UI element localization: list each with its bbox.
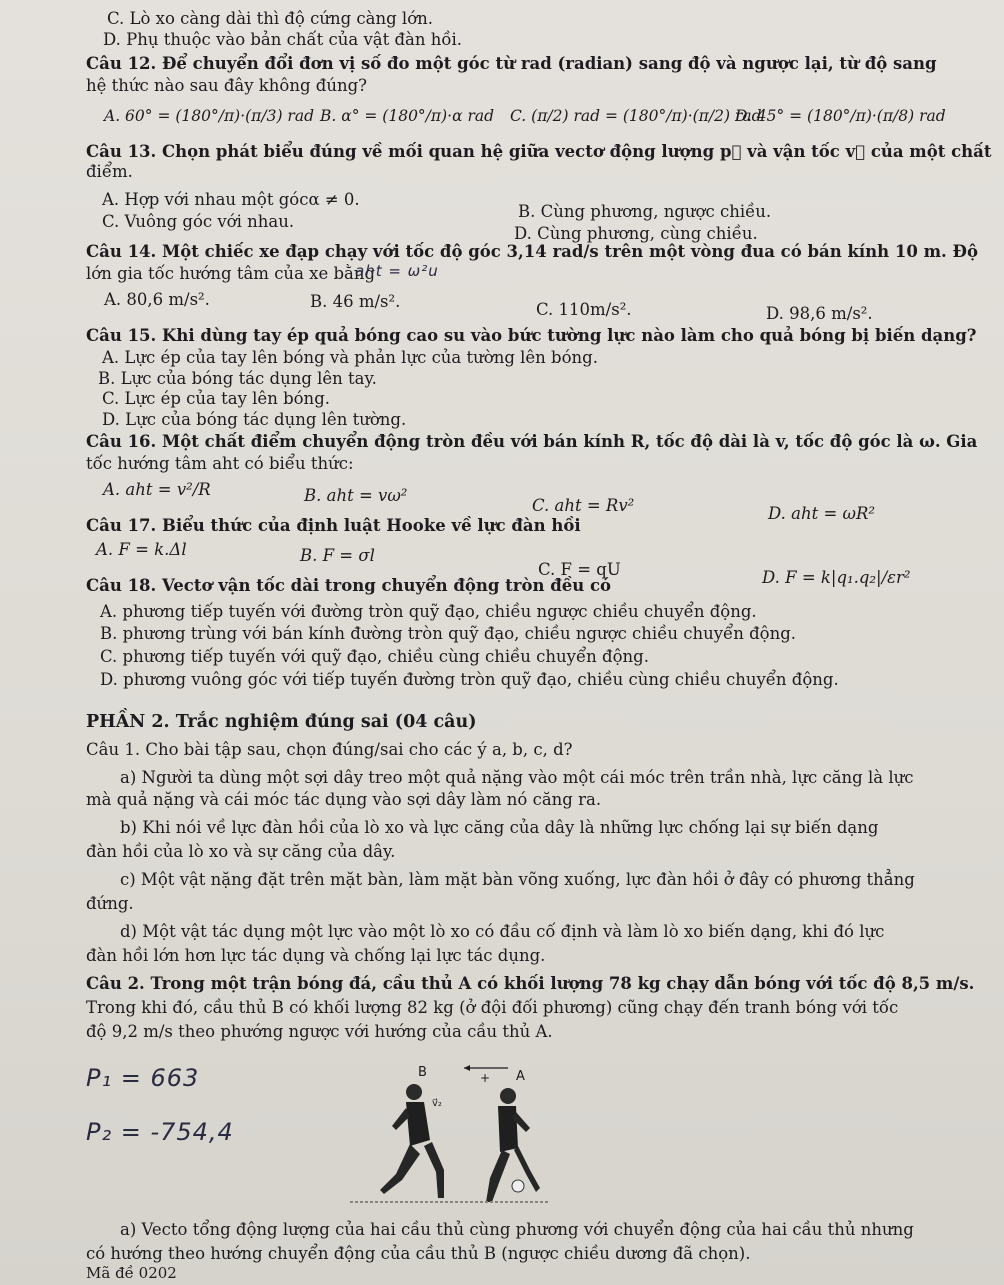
q14-option-c: C. 110m/s². [536, 300, 632, 319]
q14-stem-cont: lớn gia tốc hướng tâm của xe bằng [86, 264, 376, 283]
arrow-head [464, 1065, 470, 1071]
q13-option-d: D. Cùng phương, cùng chiều. [514, 224, 758, 243]
q14-stem: Câu 14. Một chiếc xe đạp chạy với tốc độ góc 3,14 rad/s trên một vòng đua có bán kính 10 m. Độ [86, 242, 978, 261]
label-plus: + [480, 1071, 491, 1085]
label-b: B [418, 1065, 427, 1080]
ball-icon [512, 1180, 524, 1192]
q16-stem-cont: tốc hướng tâm aht có biểu thức: [86, 454, 354, 473]
q12-option-a: A. 60° = (180°/π)·(π/3) rad [104, 107, 314, 125]
q16-option-a: A. aht = v²/R [103, 480, 211, 499]
q16-option-d: D. aht = ωR² [768, 504, 876, 523]
q12-stem-cont: hệ thức nào sau đây không đúng? [86, 76, 368, 95]
q12-stem [86, 54, 937, 74]
soccer-players-figure [340, 1062, 560, 1214]
p2-q2-stem-cont2: độ 9,2 m/s theo phướng ngược với hướng của cầu thủ A. [86, 1022, 553, 1041]
q13-option-a: A. Hợp với nhau một gócα ≠ 0. [102, 190, 360, 209]
q17-option-c: C. F = qU [538, 560, 621, 579]
q14-option-b: B. 46 m/s². [310, 292, 401, 311]
players-illustration [340, 1062, 560, 1214]
q12-option-d: D. 45° = (180°/π)·(π/8) rad [735, 107, 946, 125]
p2-q1-a-cont: mà quả nặng và cái móc tác dụng vào sợi dây làm nó căng ra. [86, 790, 602, 809]
q13-option-b: B. Cùng phương, ngược chiều. [518, 202, 772, 221]
p2-q2-label: Câu 2. Trong một trận bóng đá, cầu thủ A có khối lượng 78 kg chạy dẫn bóng với tốc độ 8,5 m/s. [86, 974, 975, 993]
q15-option-c: C. Lực ép của tay lên bóng. [102, 389, 330, 408]
q14-option-d: D. 98,6 m/s². [766, 304, 873, 323]
q11-option-c: C. Lò xo càng dài thì độ cứng càng lớn. [107, 9, 433, 28]
q12-option-c: C. (π/2) rad = (180°/π)·(π/2) rad [510, 107, 762, 125]
p2-q1-d: d) Một vật tác dụng một lực vào một lò xo có đầu cố định và làm lò xo biến dạng, khi đó lực [120, 922, 885, 941]
q18-option-c: C. phương tiếp tuyến với quỹ đạo, chiều cùng chiều chuyển động. [100, 647, 649, 666]
part2-heading: PHẦN 2. Trắc nghiệm đúng sai (04 câu) [86, 712, 477, 732]
q18-option-d: D. phương vuông góc với tiếp tuyến đường tròn quỹ đạo, chiều cùng chiều chuyển động. [100, 670, 839, 689]
p2-q2-a-cont: có hướng theo hướng chuyển động của cầu thủ B (ngược chiều dương đã chọn). [86, 1244, 751, 1263]
q15-stem: Câu 15. Khi dùng tay ép quả bóng cao su vào bức tường lực nào làm cho quả bóng bị biến dạng? [86, 326, 977, 345]
q16-option-c: C. aht = Rv² [532, 496, 635, 515]
p2-q1-c: c) Một vật nặng đặt trên mặt bàn, làm mặt bàn võng xuống, lực đàn hồi ở đây có phương thẳng [120, 870, 915, 889]
q18-option-b: B. phương trùng với bán kính đường tròn quỹ đạo, chiều ngược chiều chuyển động. [100, 624, 796, 643]
q12-option-b: B. α° = (180°/π)·α rad [320, 107, 495, 125]
p2-q2-stem-cont: Trong khi đó, cầu thủ B có khối lượng 82 kg (ở đội đối phương) cũng chạy đến tranh bóng với tốc [86, 998, 899, 1017]
label-v2: v⃗₂ [432, 1098, 442, 1109]
q14-option-a: A. 80,6 m/s². [104, 290, 210, 309]
q15-option-d: D. Lực của bóng tác dụng lên tường. [102, 410, 407, 429]
q17-option-b: B. F = σl [300, 546, 375, 565]
q11-option-d: D. Phụ thuộc vào bản chất của vật đàn hồi. [103, 30, 462, 49]
q13-option-c: C. Vuông góc với nhau. [102, 212, 295, 231]
q16-option-b: B. aht = vω² [304, 486, 408, 505]
exam-code: Mã đề 0202 [86, 1264, 177, 1282]
q18-option-a: A. phương tiếp tuyến với đường tròn quỹ đạo, chiều ngược chiều chuyển động. [100, 602, 757, 621]
q12-text: Câu 12. Để chuyển đổi đơn vị số đo một góc từ rad (radian) sang độ và ngược lại, từ độ sang [86, 54, 937, 73]
q17-stem: Câu 17. Biểu thức của định luật Hooke về lực đàn hồi [86, 516, 581, 535]
p2-q1-b-cont: đàn hồi của lò xo và sự căng của dây. [86, 842, 396, 861]
q14-handwritten-note: aht = ω²u [355, 262, 439, 280]
q17-option-d: D. F = k|q₁.q₂|/εr² [762, 568, 911, 587]
q13-stem-cont: điểm. [86, 162, 133, 181]
p2-q1-stem: Câu 1. Cho bài tập sau, chọn đúng/sai cho các ý a, b, c, d? [86, 740, 573, 759]
q15-option-b: B. Lực của bóng tác dụng lên tay. [98, 369, 377, 388]
q13-stem: Câu 13. Chọn phát biểu đúng về mối quan hệ giữa vectơ động lượng p⃗ và vận tốc v⃗ của một chất [86, 142, 992, 161]
label-a: A [516, 1069, 525, 1084]
p2-q2-a: a) Vecto tổng động lượng của hai cầu thủ cùng phương với chuyển động của hai cầu thủ nhưng [120, 1220, 914, 1239]
q15-option-a: A. Lực ép của tay lên bóng và phản lực của tường lên bóng. [102, 348, 598, 367]
p2-q1-d-cont: đàn hồi lớn hơn lực tác dụng và chống lại lực tác dụng. [86, 946, 546, 965]
p2-q1-c-cont: đứng. [86, 894, 134, 913]
q16-stem: Câu 16. Một chất điểm chuyển động tròn đều với bán kính R, tốc độ dài là v, tốc độ góc là ω. Gia [86, 432, 978, 451]
p2-q2-stem [86, 974, 974, 994]
p2-q1-b: b) Khi nói về lực đàn hồi của lò xo và lực căng của dây là những lực chống lại sự biến dạng [120, 818, 879, 837]
handwritten-p1: P₁ = 663 [86, 1064, 200, 1092]
q18-stem: Câu 18. Vectơ vận tốc dài trong chuyển động tròn đều có [86, 576, 612, 595]
p2-q1-a: a) Người ta dùng một sợi dây treo một quả nặng vào một cái móc trên trần nhà, lực căng là lực [120, 768, 914, 787]
handwritten-p2: P₂ = -754,4 [86, 1118, 234, 1146]
q17-option-a: A. F = k.Δl [96, 540, 187, 559]
